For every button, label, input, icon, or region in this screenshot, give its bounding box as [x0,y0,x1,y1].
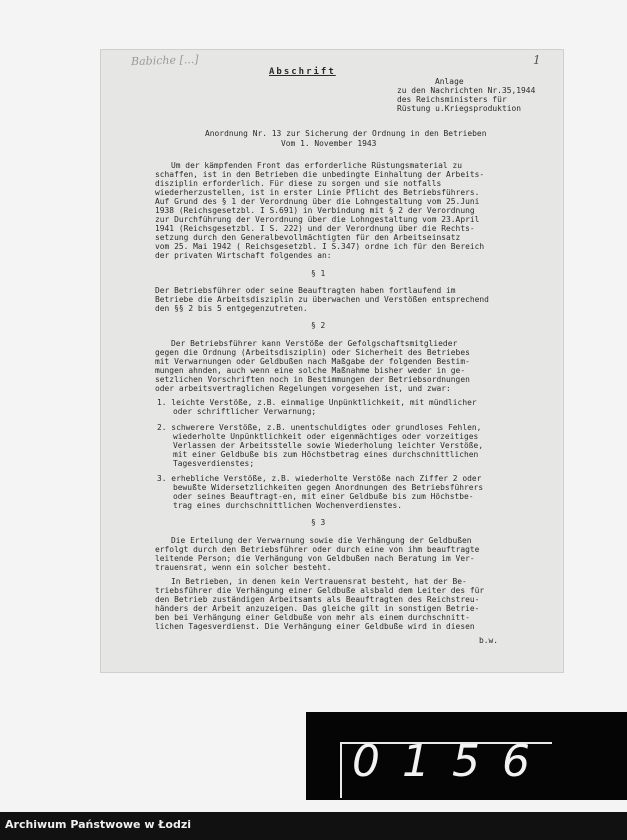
body-line: den Betrieb zuständigen Arbeitsamts als Beauftragten des Reichstreu- [155,595,480,604]
body-line: oder seines Beauftragt-en, mit einer Geldbuße bis zum Höchstbe- [173,492,474,501]
document-title: Anordnung Nr. 13 zur Sicherung der Ordnung in den Betrieben [205,129,487,138]
body-line: ben bei Verhängung einer Geldbuße von mehr als einem durchschnitt- [155,613,470,622]
body-line: händers der Arbeit anzuzeigen. Das gleiche gilt in sonstigen Betrie- [155,604,480,613]
header-line: Anlage [435,77,464,86]
body-line: mit einer Geldbuße bis zum Höchstbetrag eines durchschnittlichen [173,450,479,459]
pencil-note: Babiche [...] [130,52,199,69]
body-line: den §§ 2 bis 5 entgegenzutreten. [155,304,308,313]
body-line: trauensrat, wenn ein solcher besteht. [155,563,332,572]
body-line: Der Betriebsführer kann Verstöße der Gefolgschaftsmitglieder [171,339,458,348]
body-line: zur Durchführung der Verordnung über die Lohngestaltung vom 23.April [155,215,480,224]
body-line: erfolgt durch den Betriebsführer oder durch eine von ihm beauftragte [155,545,480,554]
body-line: mungen ahnden, auch wenn eine solche Maßnahme bisher weder in ge- [155,366,466,375]
archive-label: Archiwum Państwowe w Łodzi [5,818,192,831]
body-line: setzlichen Vorschriften noch in Bestimmungen der Betriebsordnungen [155,375,470,384]
body-line: schaffen, ist in den Betrieben die unbedingte Einhaltung der Arbeits- [155,170,485,179]
body-line: Betriebe die Arbeitsdisziplin zu überwachen und Verstößen entsprechend [155,295,489,304]
frame-number: 0156 [352,736,552,787]
document-date: Vom 1. November 1943 [281,139,377,148]
body-line: gegen die Ordnung (Arbeitsdisziplin) oder Sicherheit des Betriebes [155,348,470,357]
header-line: Rüstung u.Kriegsproduktion [397,104,522,113]
body-line: Tagesverdienstes; [173,459,255,468]
body-line: Verlassen der Arbeitsstelle sowie Wiederholung leichter Verstöße, [173,441,484,450]
body-line: trag eines durchschnittlichen Wochenverdienstes. [173,501,402,510]
body-line: bewußte Widersetzlichkeiten gegen Anordnungen des Betriebsführers [173,483,484,492]
body-line: wiederholte Unpünktlichkeit oder eigenmächtiges oder vorzeitiges [173,432,479,441]
body-line: Die Erteilung der Verwarnung sowie die Verhängung der Geldbußen [171,536,472,545]
body-line: wiederherzustellen, ist in erster Linie Pflicht des Betriebsführers. [155,188,480,197]
page-number-mark: 1 [533,53,541,67]
body-line: leitende Person; die Verhängung von Geldbußen nach Beratung im Ver- [155,554,475,563]
film-frame-strip [306,712,627,800]
body-line: oder schriftlicher Verwarnung; [173,407,317,416]
turn-over-note: b.w. [479,636,499,645]
document-page [101,50,563,672]
body-line: triebsführer die Verhängung einer Geldbuße alsbald dem Leiter des für [155,586,485,595]
body-line: 1. leichte Verstöße, z.B. einmalige Unpünktlichkeit, mit mündlicher [157,398,477,407]
body-line: 2. schwerere Verstöße, z.B. unentschuldigtes oder grundloses Fehlen, [157,423,482,432]
body-line: Um der kämpfenden Front das erforderliche Rüstungsmaterial zu [171,161,463,170]
header-line: des Reichsministers für [397,95,507,104]
body-line: oder arbeitsvertraglichen Regelungen vorgesehen ist, und zwar: [155,384,451,393]
body-line: der privaten Wirtschaft folgendes an: [155,251,332,260]
section-heading: § 3 [311,518,326,527]
body-line: setzung durch den Generalbevollmächtigten für den Arbeitseinsatz [155,233,461,242]
body-line: 1938 (Reichsgesetzbl. I S.691) in Verbindung mit § 2 der Verordnung [155,206,475,215]
body-line: disziplin erforderlich. Für diese zu sorgen und sie notfalls [155,179,442,188]
archive-footer [0,812,627,840]
section-heading: § 1 [311,269,326,278]
document-heading: Abschrift [269,67,336,77]
section-heading: § 2 [311,321,326,330]
body-line: In Betrieben, in denen kein Vertrauensrat besteht, hat der Be- [171,577,467,586]
body-line: lichen Tagesverdienst. Die Verhängung einer Geldbuße wird in diesen [155,622,475,631]
body-line: vom 25. Mai 1942 ( Reichsgesetzbl. I S.347) ordne ich für den Bereich [155,242,485,251]
body-line: Der Betriebsführer oder seine Beauftragten haben fortlaufend im [155,286,456,295]
header-line: zu den Nachrichten Nr.35,1944 [397,86,536,95]
body-line: mit Verwarnungen oder Geldbußen nach Maßgabe der folgenden Bestim- [155,357,470,366]
body-line: 1941 (Reichsgesetzbl. I S. 222) und der Verordnung über die Rechts- [155,224,475,233]
body-line: 3. erhebliche Verstöße, z.B. wiederholte Verstöße nach Ziffer 2 oder [157,474,482,483]
body-line: Auf Grund des § 1 der Verordnung über die Lohngestaltung vom 25.Juni [155,197,480,206]
